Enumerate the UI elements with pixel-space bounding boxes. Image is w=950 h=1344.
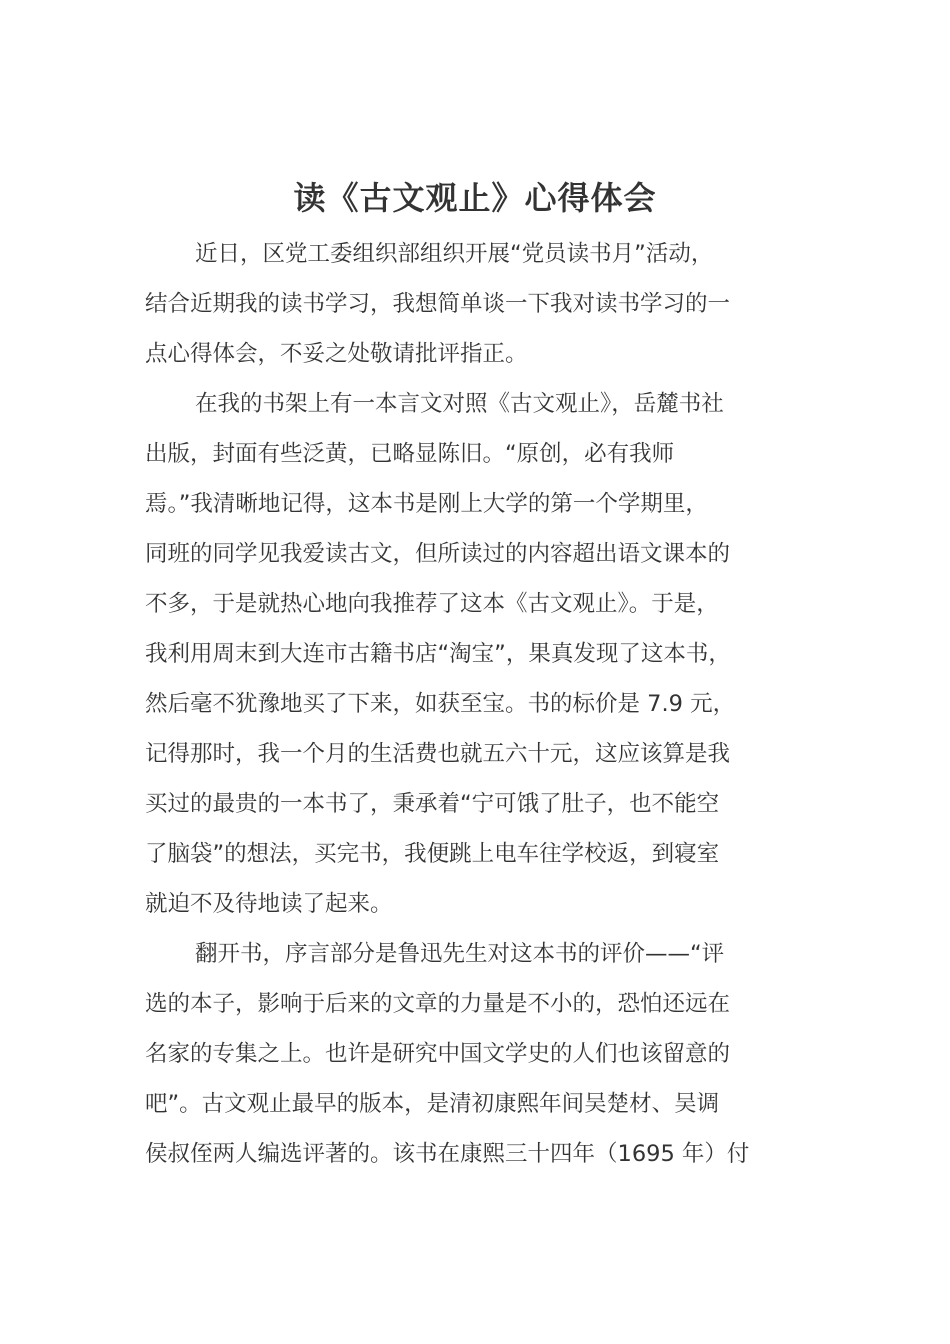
text-line: 点心得体会，不妥之处敬请批评指正。 [145,341,528,367]
text-line: 就迫不及待地读了起来。 [145,891,393,917]
text-line: 名家的专集之上。也许是研究中国文学史的人们也该留意的 [145,1041,731,1067]
text-line: 出版，封面有些泛黄，已略显陈旧。“原创，必有我师 [145,441,675,467]
text-line: 在我的书架上有一本言文对照《古文观止》，岳麓书社 [195,391,724,417]
text-line: 焉。”我清晰地记得，这本书是刚上大学的第一个学期里， [145,491,708,517]
document-title: 读《古文观止》心得体会 [293,179,657,218]
text-line: 选的本子，影响于后来的文章的力量是不小的，恐怕还远在 [145,991,731,1017]
document-body [145,229,820,1179]
text-line: 同班的同学见我爱读古文，但所读过的内容超出语文课本的 [145,541,731,567]
text-line: 吧”。古文观止最早的版本，是清初康熙年间吴楚材、吴调 [145,1091,720,1117]
text-line: 然后毫不犹豫地买了下来，如获至宝。书的标价是 7.9 元， [145,691,736,717]
paragraph-1 [145,229,820,379]
text-line: 我利用周末到大连市古籍书店“淘宝”，果真发现了这本书， [145,641,731,667]
text-line: 翻开书，序言部分是鲁迅先生对这本书的评价——“评 [195,941,725,967]
text-line: 记得那时，我一个月的生活费也就五六十元，这应该算是我 [145,741,731,767]
paragraph-2 [145,379,820,929]
paragraph-3 [145,929,820,1179]
text-line: 近日，区党工委组织部组织开展“党员读书月”活动， [195,241,714,267]
text-line: 不多，于是就热心地向我推荐了这本《古文观止》。于是， [145,591,719,617]
text-line: 买过的最贵的一本书了，秉承着“宁可饿了肚子，也不能空 [145,791,720,817]
text-line: 结合近期我的读书学习，我想简单谈一下我对读书学习的一 [145,291,731,317]
text-line: 了脑袋”的想法，买完书，我便跳上电车往学校返，到寝室 [145,841,720,867]
text-line: 侯叔侄两人编选评著的。该书在康熙三十四年（1695 年）付 [145,1141,750,1167]
